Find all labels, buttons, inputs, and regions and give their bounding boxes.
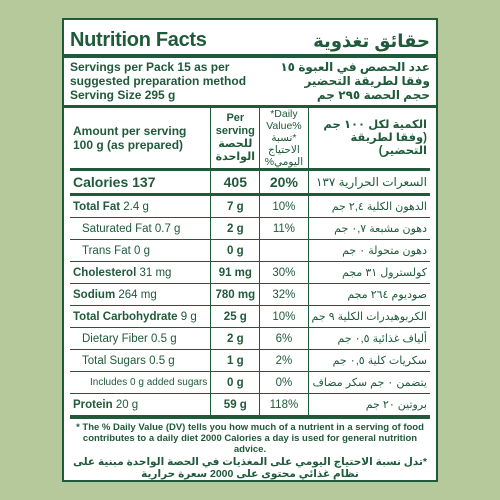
nutrient-label: Sodium [73, 288, 116, 301]
nutrient-name-arabic: الكربوهيدرات الكلية ٩ جم [308, 306, 430, 328]
nutrient-amount: 31 mg [136, 266, 172, 279]
table-row [70, 306, 430, 328]
nutrient-name-arabic: بروتين ٢٠ جم [308, 394, 430, 418]
nutrient-name-arabic: دهون مشبعة ٠,٧ جم [308, 218, 430, 240]
nutrient-name [70, 372, 211, 394]
table-row [70, 328, 430, 350]
footnote-arabic: *تدل نسبة الاحتياج اليومي على المغذيات في الحصة الواحدة مبنية على نظام غذائي محتوى على 2000 سعرة حرارية [72, 456, 428, 480]
footnote-english: * The % Daily Value (DV) tells you how much of a nutrient in a serving of food contributes to a daily diet 2000 Calories a day is used for general nutrition advice. [76, 422, 424, 455]
nutrient-name [70, 218, 211, 240]
nutrient-label: Cholesterol [73, 266, 137, 279]
header-daily-value [260, 108, 308, 170]
nutrient-name-arabic: ألياف غذائية ٠,٥ جم [308, 328, 430, 350]
table-row [70, 240, 430, 262]
table-row [70, 218, 430, 240]
nutrient-label: Protein [73, 398, 113, 411]
nutrient-name-arabic: صوديوم ٢٦٤ مجم [308, 284, 430, 306]
daily-value-percent [260, 240, 308, 262]
nutrient-name [70, 170, 211, 195]
nutrient-name [70, 262, 211, 284]
per-serving-value: 780 mg [211, 284, 260, 306]
title-divider [64, 54, 436, 58]
daily-value-percent: 118% [260, 394, 308, 418]
per-serving-value: 25 g [211, 306, 260, 328]
table-row [70, 284, 430, 306]
servings-block [70, 60, 430, 102]
header-dv-en: *Daily Value% [266, 108, 302, 132]
nutrient-label: Total Carbohydrate [73, 310, 178, 323]
title-english: Nutrition Facts [70, 29, 207, 51]
servings-en-line2: suggested preparation method [70, 74, 247, 88]
nutrient-name-arabic: كولسترول ٣١ مجم [308, 262, 430, 284]
nutrient-name [70, 195, 211, 218]
table-row [70, 394, 430, 418]
daily-value-percent: 20% [260, 170, 308, 195]
per-serving-value: 7 g [211, 195, 260, 218]
nutrient-name [70, 394, 211, 418]
servings-ar-line3: حجم الحصة ٢٩٥ جم [316, 88, 430, 102]
servings-ar-line1: عدد الحصص في العبوة ١٥ [280, 60, 430, 74]
daily-value-percent: 2% [260, 350, 308, 372]
servings-en-line3: Serving Size 295 g [70, 88, 176, 102]
table-row [70, 195, 430, 218]
table-row [70, 350, 430, 372]
nutrient-amount: Saturated Fat 0.7 g [82, 222, 181, 235]
nutrient-label: Total Fat [73, 200, 121, 213]
per-serving-value: 0 g [211, 240, 260, 262]
per-serving-value: 59 g [211, 394, 260, 418]
daily-value-percent: 32% [260, 284, 308, 306]
per-serving-value: 2 g [211, 218, 260, 240]
nutrient-name-arabic: دهون متحولة ٠ جم [308, 240, 430, 262]
nutrient-name [70, 350, 211, 372]
title-row [70, 24, 430, 52]
nutrient-name-arabic: الدهون الكلية ٢,٤ جم [308, 195, 430, 218]
per-serving-value: 0 g [211, 372, 260, 394]
table-header [70, 108, 430, 170]
daily-value-percent: 30% [260, 262, 308, 284]
header-per-serving-ar: للحصة الواحدة [215, 138, 255, 163]
per-serving-value: 405 [211, 170, 260, 195]
per-serving-value: 2 g [211, 328, 260, 350]
header-amount: Amount per serving 100 g (as prepared) [70, 108, 211, 170]
nutrient-name [70, 240, 211, 262]
servings-english [70, 60, 270, 102]
nutrient-amount: 2.4 g [120, 200, 149, 213]
table-row [70, 372, 430, 394]
nutrient-name-arabic: سكريات كلية ٠,٥ جم [308, 350, 430, 372]
daily-value-percent: 10% [260, 195, 308, 218]
daily-value-percent: 10% [260, 306, 308, 328]
servings-ar-line2: وفقا لطريقة التحضير [304, 74, 430, 88]
nutrient-name-arabic: يتضمن ٠ جم سكر مضاف [308, 372, 430, 394]
nutrient-amount: Includes 0 g added sugars [90, 377, 208, 388]
nutrient-name [70, 306, 211, 328]
nutrient-amount: Total Sugars 0.5 g [82, 354, 175, 367]
table-row [70, 262, 430, 284]
nutrient-name [70, 284, 211, 306]
nutrient-amount: 9 g [177, 310, 197, 323]
nutrient-name-arabic: السعرات الحرارية ١٣٧ [308, 170, 430, 195]
header-per-serving [211, 108, 260, 170]
calories-label: Calories 137 [73, 174, 156, 190]
daily-value-percent: 0% [260, 372, 308, 394]
header-dv-ar: *نسبة الاحتياج اليومي% [264, 132, 304, 168]
nutrient-amount: Trans Fat 0 g [82, 244, 150, 257]
per-serving-value: 1 g [211, 350, 260, 372]
nutrient-name [70, 328, 211, 350]
nutrient-amount: 264 mg [115, 288, 157, 301]
servings-en-line1: Servings per Pack 15 as per [70, 60, 230, 74]
nutrient-table [70, 108, 430, 419]
nutrient-amount: Dietary Fiber 0.5 g [82, 332, 177, 345]
nutrition-facts-panel [62, 18, 438, 482]
header-amount-arabic: الكمية لكل ١٠٠ جم (وفقا لطريقة التحضير) [308, 108, 430, 170]
header-per-serving-en: Per serving [215, 112, 255, 137]
daily-value-percent: 11% [260, 218, 308, 240]
nutrient-amount: 20 g [112, 398, 139, 411]
title-arabic: حقائق تغذوية [313, 31, 430, 51]
servings-arabic [270, 60, 430, 102]
daily-value-percent: 6% [260, 328, 308, 350]
per-serving-value: 91 mg [211, 262, 260, 284]
table-row [70, 170, 430, 195]
